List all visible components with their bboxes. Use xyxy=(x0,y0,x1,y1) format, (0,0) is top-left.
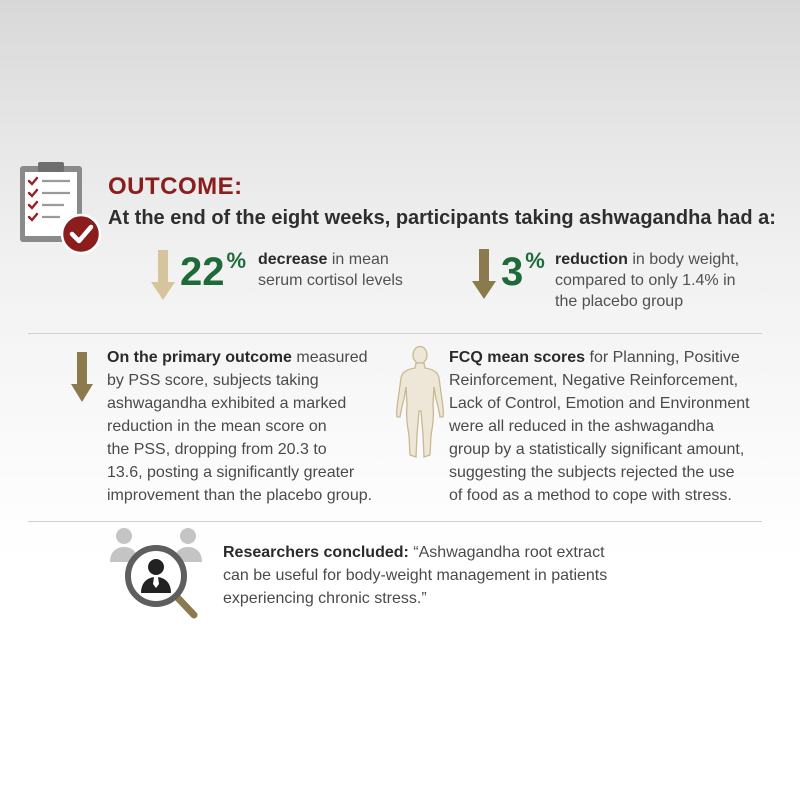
down-arrow-icon xyxy=(472,249,496,299)
weight-bold: reduction xyxy=(555,251,628,268)
conclusion-text xyxy=(223,541,663,610)
primary-line: improvement than the placebo group. xyxy=(107,487,373,504)
fcq-line: for Planning, Positive xyxy=(585,349,740,366)
cortisol-description xyxy=(258,249,403,291)
divider xyxy=(28,333,762,334)
primary-line: measured xyxy=(291,349,368,366)
fcq-text xyxy=(449,346,769,507)
cortisol-bold: decrease xyxy=(258,251,328,268)
down-arrow-icon xyxy=(151,250,175,300)
primary-line: the PSS, dropping from 20.3 to xyxy=(107,441,327,458)
weight-line2: compared to only 1.4% in xyxy=(555,272,736,289)
conclusion-line: experiencing chronic stress.” xyxy=(223,590,427,607)
cortisol-percent xyxy=(180,248,247,294)
cortisol-percent-number: 22 xyxy=(180,250,225,294)
primary-outcome-text xyxy=(107,346,397,507)
conclusion-bold: Researchers concluded: xyxy=(223,544,409,561)
cortisol-percent-unit: % xyxy=(226,248,247,273)
fcq-line: were all reduced in the ashwagandha xyxy=(449,418,715,435)
fcq-bold: FCQ mean scores xyxy=(449,349,586,366)
human-body-icon xyxy=(392,345,448,461)
weight-line3: the placebo group xyxy=(555,293,684,310)
cortisol-line2: serum cortisol levels xyxy=(258,272,403,289)
weight-line1: in body weight, xyxy=(627,251,740,268)
outcome-subtitle: At the end of the eight weeks, participants taking ashwagandha had a: xyxy=(108,207,776,229)
fcq-line: Lack of Control, Emotion and Environment xyxy=(449,395,750,412)
cortisol-line1: in mean xyxy=(327,251,389,268)
weight-percent xyxy=(501,248,545,294)
primary-line: ashwagandha exhibited a marked xyxy=(107,395,347,412)
fcq-line: of food as a method to cope with stress. xyxy=(449,487,732,504)
primary-line: reduction in the mean score on xyxy=(107,418,327,435)
conclusion-line: can be useful for body-weight management in patients xyxy=(223,567,608,584)
down-arrow-icon xyxy=(71,352,93,402)
primary-line: 13.6, posting a significantly greater xyxy=(107,464,355,481)
weight-percent-unit: % xyxy=(525,248,545,273)
fcq-line: Reinforcement, Negative Reinforcement, xyxy=(449,372,739,389)
fcq-line: suggesting the subjects rejected the use xyxy=(449,464,735,481)
primary-outcome-bold: On the primary outcome xyxy=(107,349,292,366)
conclusion-line: “Ashwagandha root extract xyxy=(408,544,605,561)
clipboard-check-icon xyxy=(18,160,102,256)
outcome-title: OUTCOME: xyxy=(108,173,243,200)
fcq-line: group by a statistically significant amount, xyxy=(449,441,745,458)
weight-percent-number: 3 xyxy=(501,250,524,294)
weight-description xyxy=(555,249,739,312)
primary-line: by PSS score, subjects taking xyxy=(107,372,319,389)
researchers-magnifier-icon xyxy=(108,522,208,626)
